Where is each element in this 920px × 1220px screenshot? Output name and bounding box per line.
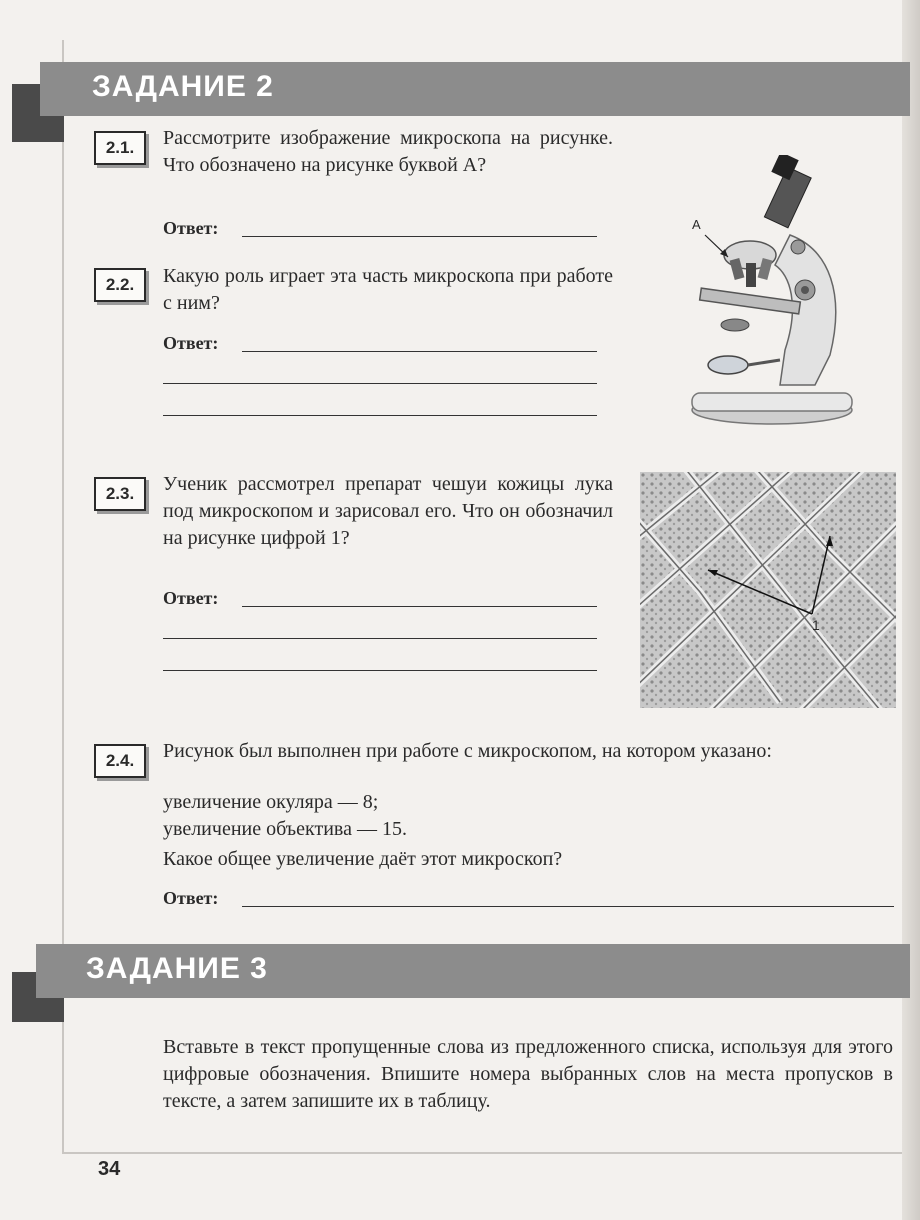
question-number-2-4: 2.4.	[94, 744, 146, 778]
answer-label-2-1: Ответ:	[163, 218, 219, 238]
answer-line-2-2a[interactable]	[242, 351, 597, 352]
answer-line-2-1[interactable]	[242, 236, 597, 237]
task3-instructions: Вставьте в текст пропущенные слова из предложенного списка, используя для этого цифровые обозначения. Впишите номера выбранных слов на места пропусков в тексте, а затем запишите их в таблицу.	[163, 1036, 893, 1112]
microscope-label-a: А	[692, 217, 701, 232]
question-number-2-1: 2.1.	[94, 131, 146, 165]
task3-title: ЗАДАНИЕ 3	[86, 952, 268, 985]
answer-line-2-3b[interactable]	[163, 638, 597, 639]
question-2-1-text: Рассмотрите изображение микроскопа на рисунке. Что обозначено на рисунке буквой А?	[163, 127, 613, 176]
onion-cells-image	[640, 472, 896, 708]
question-number-2-3: 2.3.	[94, 477, 146, 511]
question-2-4-question: Какое общее увеличение даёт этот микроскоп?	[163, 848, 563, 870]
question-2-3-text: Ученик рассмотрел препарат чешуи кожицы лука под микроскопом и зарисовал его. Что он обозначил на рисунке цифрой 1?	[163, 473, 613, 549]
cells-label-1: 1	[812, 617, 820, 633]
microscope-svg	[680, 155, 860, 430]
answer-line-2-2b[interactable]	[163, 383, 597, 384]
answer-label-2-3: Ответ:	[163, 588, 219, 608]
page-number: 34	[98, 1158, 121, 1180]
answer-line-2-3c[interactable]	[163, 670, 597, 671]
question-2-4-objective: увеличение объектива — 15.	[163, 818, 407, 840]
question-number-2-2: 2.2.	[94, 268, 146, 302]
answer-line-2-2c[interactable]	[163, 415, 597, 416]
question-2-4-intro: Рисунок был выполнен при работе с микроскопом, на котором указано:	[163, 740, 772, 762]
task2-title: ЗАДАНИЕ 2	[92, 70, 274, 103]
question-2-4-eyepiece: увеличение окуляра — 8;	[163, 791, 379, 813]
onion-cells-svg	[640, 472, 896, 708]
microscope-image	[680, 155, 860, 430]
answer-label-2-2: Ответ:	[163, 333, 219, 353]
question-2-2-text: Какую роль играет эта часть микроскопа при работе с ним?	[163, 265, 613, 314]
answer-line-2-3a[interactable]	[242, 606, 597, 607]
page-edge	[902, 0, 920, 1220]
answer-line-2-4[interactable]	[242, 906, 894, 907]
answer-label-2-4: Ответ:	[163, 888, 219, 908]
